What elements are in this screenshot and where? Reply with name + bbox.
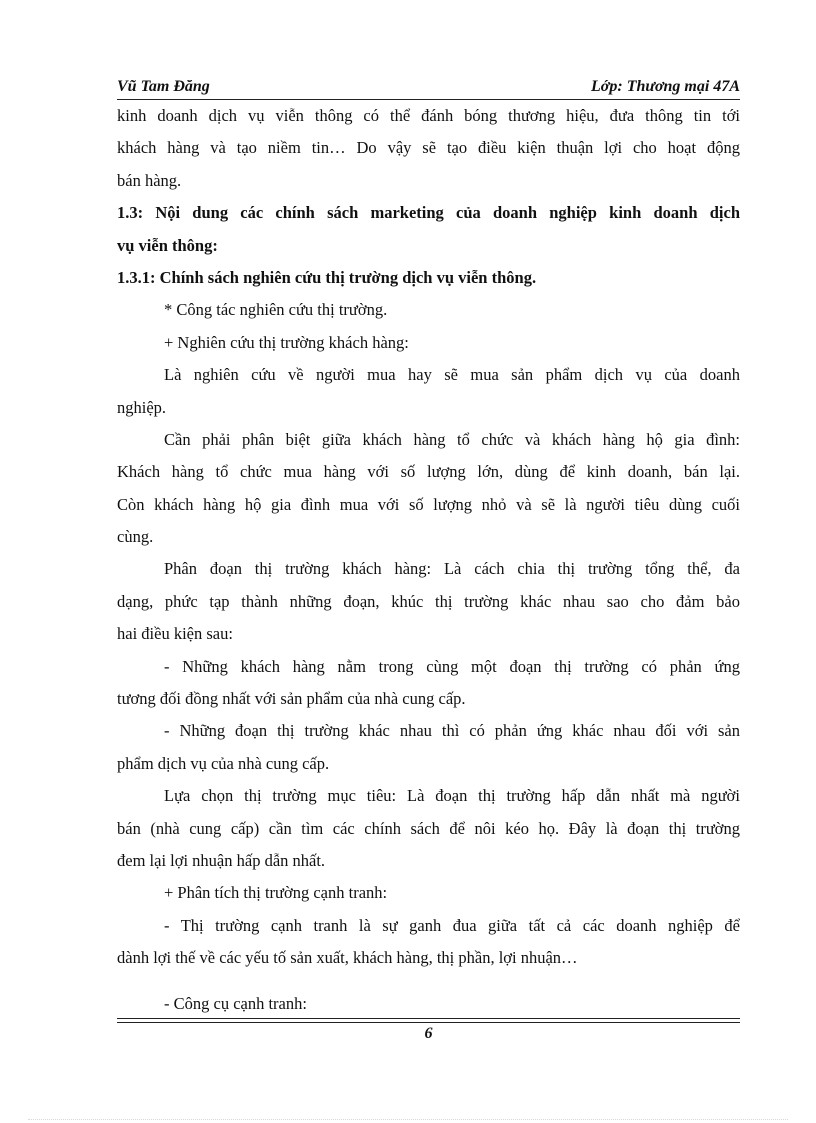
paragraph-line: - Thị trường cạnh tranh là sự ganh đua giữa tất cả các doanh nghiệp để: [164, 915, 740, 935]
paragraph-line: Là nghiên cứu về người mua hay sẽ mua sản phẩm dịch vụ của doanh: [164, 365, 740, 385]
document-body: [117, 100, 740, 1020]
paragraph-line: đem lại lợi nhuận hấp dẫn nhất.: [117, 850, 326, 870]
paragraph-line: bán hàng.: [117, 170, 182, 190]
paragraph-line: Phân đoạn thị trường khách hàng: Là cách chia thị trường tổng thể, đa: [164, 559, 740, 579]
paragraph-line: dành lợi thế về các yếu tố sản xuất, khách hàng, thị phần, lợi nhuận…: [117, 948, 578, 968]
paragraph-gap: [117, 975, 740, 988]
paragraph-line: + Nghiên cứu thị trường khách hàng:: [164, 332, 409, 352]
page-edge-dotted-line: [28, 1119, 788, 1120]
section-heading: vụ viễn thông:: [117, 235, 218, 255]
header-author: Vũ Tam Đăng: [117, 78, 210, 95]
paragraph-line: * Công tác nghiên cứu thị trường.: [164, 300, 388, 320]
paragraph-line: + Phân tích thị trường cạnh tranh:: [164, 883, 388, 903]
paragraph-line: - Công cụ cạnh tranh:: [164, 993, 307, 1013]
subsection-heading: 1.3.1: Chính sách nghiên cứu thị trường dịch vụ viễn thông.: [117, 267, 537, 287]
paragraph-line: nghiệp.: [117, 397, 167, 417]
paragraph-line: Lựa chọn thị trường mục tiêu: Là đoạn thị trường hấp dẫn nhất mà người: [164, 786, 740, 806]
paragraph-line: dạng, phức tạp thành những đoạn, khúc thị trường khác nhau sao cho đảm bảo: [117, 591, 740, 611]
paragraph-line: phẩm dịch vụ của nhà cung cấp.: [117, 753, 330, 773]
page-number: 6: [424, 1025, 433, 1042]
paragraph-line: bán (nhà cung cấp) cần tìm các chính sách để nôi kéo họ. Đây là đoạn thị trường: [117, 818, 740, 838]
paragraph-line: tương đối đồng nhất với sản phẩm của nhà cung cấp.: [117, 689, 466, 709]
paragraph-line: Còn khách hàng hộ gia đình mua với số lượng nhỏ và sẽ là người tiêu dùng cuối: [117, 494, 740, 514]
page-header: [117, 78, 740, 100]
paragraph-line: Cần phải phân biệt giữa khách hàng tổ chức và khách hàng hộ gia đình:: [164, 429, 740, 449]
paragraph-line: - Những đoạn thị trường khác nhau thì có phản ứng khác nhau đối với sản: [164, 721, 740, 741]
paragraph-line: - Những khách hàng nằm trong cùng một đoạn thị trường có phản ứng: [164, 656, 740, 676]
header-class: Lớp: Thương mại 47A: [591, 78, 740, 95]
footer-rule: [117, 1022, 740, 1023]
paragraph-line: Khách hàng tổ chức mua hàng với số lượng lớn, dùng để kinh doanh, bán lại.: [117, 462, 740, 482]
paragraph-line: hai điều kiện sau:: [117, 624, 233, 644]
section-heading: 1.3: Nội dung các chính sách marketing của doanh nghiệp kinh doanh dịch: [117, 203, 740, 223]
footer-rule: [117, 1018, 740, 1019]
paragraph-line: cùng.: [117, 527, 154, 547]
paragraph-line: kinh doanh dịch vụ viễn thông có thể đánh bóng thương hiệu, đưa thông tin tới: [117, 106, 740, 125]
paragraph-line: khách hàng và tạo niềm tin… Do vậy sẽ tạo điều kiện thuận lợi cho hoạt động: [117, 138, 740, 158]
